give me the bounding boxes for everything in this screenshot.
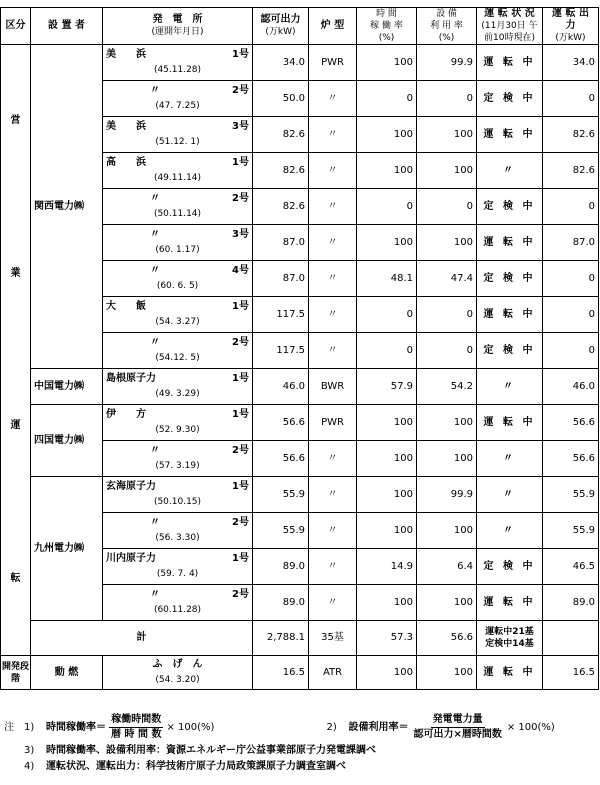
plant-start-date: (51.12. 1) [155, 137, 200, 147]
capacity-cell: 16.5 [253, 656, 309, 690]
note-1-denominator: 暦 時 間 数 [111, 729, 162, 740]
plant-name: 〃 [150, 265, 160, 276]
plant-cell [103, 189, 253, 225]
plant-name: 〃 [150, 85, 160, 96]
capacity-cell: 82.6 [253, 117, 309, 153]
util-rate-cell: 99.9 [417, 477, 477, 513]
plant-name-line [106, 121, 249, 133]
output-cell: 55.9 [543, 513, 599, 549]
output-cell: 0 [543, 261, 599, 297]
status-cell: 〃 [477, 369, 543, 405]
plant-cell [103, 585, 253, 621]
output-cell: 46.5 [543, 549, 599, 585]
plant-name: 〃 [150, 229, 160, 240]
util-rate-cell: 100 [417, 513, 477, 549]
plant-cell [103, 513, 253, 549]
reactor-type-cell: 〃 [309, 441, 357, 477]
util-rate-cell: 100 [417, 153, 477, 189]
util-rate-cell: 54.2 [417, 369, 477, 405]
time-rate-cell: 0 [357, 333, 417, 369]
plant-start-date: (54. 3.27) [155, 317, 200, 327]
plant-start-date: (49. 3.29) [155, 389, 200, 399]
time-rate-cell: 100 [357, 656, 417, 690]
time-rate-cell: 57.9 [357, 369, 417, 405]
note-3-text: 時間稼働率、設備利用率：資源エネルギー庁公益事業部原子力発電課調べ [46, 745, 376, 756]
plant-cell [103, 656, 253, 690]
reactor-type-cell: 〃 [309, 225, 357, 261]
plant-name-line [106, 49, 249, 61]
plant-name-line [106, 409, 249, 421]
plant-cell [103, 297, 253, 333]
plant-cell [103, 153, 253, 189]
plant-start-date: (52. 9.30) [155, 425, 200, 435]
plant-name-line [106, 193, 249, 205]
header-kubun: 区分 [1, 8, 31, 45]
header-jikan: 時 間 稼 働 率 (%) [357, 8, 417, 45]
plant-name-line [106, 373, 249, 385]
plant-unit: 2号 [232, 193, 249, 204]
table-row [1, 405, 599, 441]
output-cell: 56.6 [543, 405, 599, 441]
plant-cell [103, 117, 253, 153]
note-4-text: 運転状況、運転出力：科学技術庁原子力局政策課原子力調査室調べ [46, 761, 346, 772]
reactor-type-cell: 〃 [309, 297, 357, 333]
output-cell: 82.6 [543, 153, 599, 189]
note-1-numerator: 稼働時間数 [109, 713, 163, 728]
note-4 [4, 760, 596, 774]
util-rate-cell: 0 [417, 81, 477, 117]
total-label: 計 [31, 621, 253, 656]
reactor-type-cell: BWR [309, 369, 357, 405]
section-label-char: 営 [10, 115, 21, 127]
note-3-number: 3) [24, 745, 35, 756]
output-cell: 82.6 [543, 117, 599, 153]
capacity-cell: 87.0 [253, 261, 309, 297]
status-cell: 定 検 中 [477, 549, 543, 585]
capacity-cell: 56.6 [253, 405, 309, 441]
plant-name-line [106, 157, 249, 169]
total-status-line: 定検中14基 [485, 639, 534, 649]
plant-start-date: (47. 7.25) [155, 101, 200, 111]
note-2-tail: × 100(%) [506, 721, 555, 733]
company-cell: 動 燃 [31, 656, 103, 690]
note-1-tail: × 100(%) [166, 721, 215, 733]
plant-unit: 2号 [232, 337, 249, 348]
plant-unit: 2号 [232, 445, 249, 456]
header-rokei: 炉 型 [309, 8, 357, 45]
note-prefix: 注 [4, 721, 14, 733]
note-2-denominator: 認可出力×暦時間数 [413, 729, 502, 740]
status-cell: 〃 [477, 513, 543, 549]
output-cell: 16.5 [543, 656, 599, 690]
plant-unit: 1号 [232, 157, 249, 168]
status-cell: 〃 [477, 441, 543, 477]
total-status [477, 621, 543, 656]
time-rate-cell: 100 [357, 225, 417, 261]
time-rate-cell: 100 [357, 117, 417, 153]
plant-name-line [106, 517, 249, 529]
total-count: 35基 [309, 621, 357, 656]
status-cell: 運 転 中 [477, 117, 543, 153]
total-row [1, 621, 599, 656]
plant-name-line [106, 337, 249, 349]
plant-name: 美 浜 [106, 121, 146, 132]
capacity-cell: 89.0 [253, 549, 309, 585]
reactor-type-cell: 〃 [309, 261, 357, 297]
output-cell: 55.9 [543, 477, 599, 513]
status-cell: 運 転 中 [477, 45, 543, 81]
plant-start-date: (59. 7. 4) [156, 569, 199, 579]
note-2-label: 設備利用率＝ [348, 721, 409, 733]
plant-name: 美 浜 [106, 49, 146, 60]
reactor-type-cell: 〃 [309, 333, 357, 369]
plant-start-date: (60. 6. 5) [156, 281, 199, 291]
company-cell: 四国電力㈱ [31, 405, 103, 477]
plant-unit: 2号 [232, 517, 249, 528]
time-rate-cell: 14.9 [357, 549, 417, 585]
total-capacity: 2,788.1 [253, 621, 309, 656]
plant-name-line [106, 85, 249, 97]
plant-cell [103, 45, 253, 81]
util-rate-cell: 0 [417, 189, 477, 225]
total-time-rate: 57.3 [357, 621, 417, 656]
header-ninka: 認可出力 (万kW) [253, 8, 309, 45]
table-row [1, 369, 599, 405]
section-label-char: 運 [10, 420, 21, 432]
output-cell: 46.0 [543, 369, 599, 405]
plant-cell [103, 477, 253, 513]
plant-start-date: (57. 3.19) [155, 461, 200, 471]
plant-name-line [106, 301, 249, 313]
section-label-eigyo [1, 45, 31, 656]
time-rate-cell: 0 [357, 189, 417, 225]
status-cell: 運 転 中 [477, 585, 543, 621]
status-cell: 運 転 中 [477, 225, 543, 261]
table-row [1, 477, 599, 513]
capacity-cell: 46.0 [253, 369, 309, 405]
company-cell: 関西電力㈱ [31, 45, 103, 369]
reactor-type-cell: 〃 [309, 513, 357, 549]
status-cell: 定 検 中 [477, 189, 543, 225]
plant-unit: 2号 [232, 85, 249, 96]
plant-name: 〃 [150, 193, 160, 204]
plant-status-table [0, 7, 599, 690]
total-status-line: 運転中21基 [485, 627, 534, 637]
plant-cell [103, 369, 253, 405]
capacity-cell: 82.6 [253, 153, 309, 189]
plant-start-date: (60. 1.17) [155, 245, 200, 255]
util-rate-cell: 0 [417, 297, 477, 333]
output-cell: 34.0 [543, 45, 599, 81]
total-output-empty [543, 621, 599, 656]
time-rate-cell: 48.1 [357, 261, 417, 297]
plant-cell [103, 549, 253, 585]
plant-unit: 1号 [232, 481, 249, 492]
note-1-number: 1) [24, 721, 35, 733]
status-cell: 〃 [477, 153, 543, 189]
plant-unit: 1号 [232, 49, 249, 60]
note-1-fraction [109, 713, 163, 742]
plant-name: 川内原子力 [106, 553, 156, 564]
plant-cell [103, 405, 253, 441]
reactor-type-cell: 〃 [309, 477, 357, 513]
plant-unit: 3号 [232, 229, 249, 240]
util-rate-cell: 100 [417, 225, 477, 261]
section-label-char: 業 [10, 267, 21, 279]
capacity-cell: 56.6 [253, 441, 309, 477]
util-rate-cell: 47.4 [417, 261, 477, 297]
status-cell: 運 転 中 [477, 297, 543, 333]
time-rate-cell: 100 [357, 513, 417, 549]
util-rate-cell: 100 [417, 656, 477, 690]
plant-cell [103, 441, 253, 477]
status-cell: 運 転 中 [477, 656, 543, 690]
note-2-fraction [411, 713, 503, 742]
capacity-cell: 34.0 [253, 45, 309, 81]
status-cell: 運 転 中 [477, 405, 543, 441]
util-rate-cell: 99.9 [417, 45, 477, 81]
reactor-type-cell: 〃 [309, 189, 357, 225]
status-cell: 〃 [477, 477, 543, 513]
output-cell: 0 [543, 297, 599, 333]
note-1-label: 時間稼働率＝ [46, 721, 106, 733]
time-rate-cell: 100 [357, 441, 417, 477]
header-row [1, 8, 599, 45]
plant-name-line [106, 553, 249, 565]
plant-start-date: (54. 3.20) [155, 675, 200, 685]
capacity-cell: 117.5 [253, 333, 309, 369]
plant-name: 玄海原子力 [106, 481, 156, 492]
note-4-number: 4) [24, 761, 35, 772]
plant-name-line [106, 265, 249, 277]
plant-cell [103, 333, 253, 369]
output-cell: 0 [543, 81, 599, 117]
reactor-type-cell: PWR [309, 405, 357, 441]
reactor-type-cell: 〃 [309, 153, 357, 189]
plant-unit: 1号 [232, 553, 249, 564]
capacity-cell: 50.0 [253, 81, 309, 117]
note-2-numerator: 発電電力量 [431, 713, 485, 728]
time-rate-cell: 100 [357, 153, 417, 189]
plant-name: ふ げ ん [152, 659, 203, 670]
plant-start-date: (45.11.28) [153, 65, 202, 75]
plant-start-date: (54.12. 5) [155, 353, 200, 363]
note-1-2 [4, 713, 596, 742]
output-cell: 87.0 [543, 225, 599, 261]
reactor-type-cell: PWR [309, 45, 357, 81]
plant-name: 〃 [150, 337, 160, 348]
time-rate-cell: 100 [357, 585, 417, 621]
util-rate-cell: 0 [417, 333, 477, 369]
plant-unit: 2号 [232, 589, 249, 600]
header-setchisha: 設 置 者 [31, 8, 103, 45]
util-rate-cell: 100 [417, 441, 477, 477]
output-cell: 89.0 [543, 585, 599, 621]
time-rate-cell: 100 [357, 45, 417, 81]
time-rate-cell: 100 [357, 477, 417, 513]
plant-unit: 1号 [232, 373, 249, 384]
plant-cell [103, 261, 253, 297]
plant-start-date: (50.11.14) [153, 209, 202, 219]
reactor-type-cell: 〃 [309, 585, 357, 621]
status-cell: 定 検 中 [477, 333, 543, 369]
plant-cell [103, 225, 253, 261]
plant-name: 島根原子力 [106, 373, 156, 384]
plant-name: 〃 [150, 517, 160, 528]
footnotes [4, 713, 596, 774]
util-rate-cell: 100 [417, 405, 477, 441]
plant-unit: 4号 [232, 265, 249, 276]
plant-start-date: (49.11.14) [153, 173, 202, 183]
plant-name: 高 浜 [106, 157, 146, 168]
note-2-number: 2) [326, 721, 337, 733]
company-cell: 九州電力㈱ [31, 477, 103, 621]
header-unten: 運 転 状 況 (11月30日 午前10時現在) [477, 8, 543, 45]
plant-name: 〃 [150, 445, 160, 456]
header-hatsudensho: 発 電 所 (運開年月日) [103, 8, 253, 45]
plant-unit: 3号 [232, 121, 249, 132]
capacity-cell: 87.0 [253, 225, 309, 261]
plant-name: 伊 方 [106, 409, 146, 420]
plant-cell [103, 81, 253, 117]
plant-name-line [106, 445, 249, 457]
capacity-cell: 55.9 [253, 477, 309, 513]
plant-name-line [106, 481, 249, 493]
reactor-type-cell: ATR [309, 656, 357, 690]
total-util-rate: 56.6 [417, 621, 477, 656]
output-cell: 0 [543, 189, 599, 225]
plant-name-line [106, 589, 249, 601]
capacity-cell: 117.5 [253, 297, 309, 333]
plant-start-date: (50.10.15) [153, 497, 202, 507]
output-cell: 56.6 [543, 441, 599, 477]
section-label-stack [1, 45, 30, 655]
plant-name-line [106, 229, 249, 241]
capacity-cell: 82.6 [253, 189, 309, 225]
reactor-type-cell: 〃 [309, 549, 357, 585]
time-rate-cell: 0 [357, 297, 417, 333]
reactor-type-cell: 〃 [309, 81, 357, 117]
capacity-cell: 89.0 [253, 585, 309, 621]
time-rate-cell: 0 [357, 81, 417, 117]
header-setsubi: 設 備 利 用 率 (%) [417, 8, 477, 45]
plant-unit: 1号 [232, 301, 249, 312]
util-rate-cell: 100 [417, 585, 477, 621]
plant-name: 大 飯 [106, 301, 146, 312]
util-rate-cell: 6.4 [417, 549, 477, 585]
reactor-type-cell: 〃 [309, 117, 357, 153]
status-cell: 定 検 中 [477, 81, 543, 117]
output-cell: 0 [543, 333, 599, 369]
plant-name: 〃 [150, 589, 160, 600]
plant-start-date: (56. 3.30) [155, 533, 200, 543]
capacity-cell: 55.9 [253, 513, 309, 549]
header-shutsuryoku: 運 転 出 力 (万kW) [543, 8, 599, 45]
note-3 [4, 744, 596, 758]
status-cell: 定 検 中 [477, 261, 543, 297]
time-rate-cell: 100 [357, 405, 417, 441]
section-label-char: 転 [10, 572, 21, 584]
plant-start-date: (60.11.28) [153, 605, 202, 615]
table-row [1, 45, 599, 81]
util-rate-cell: 100 [417, 117, 477, 153]
dev-row [1, 656, 599, 690]
section-label-dev: 開発段階 [1, 656, 31, 690]
plant-unit: 1号 [232, 409, 249, 420]
company-cell: 中国電力㈱ [31, 369, 103, 405]
